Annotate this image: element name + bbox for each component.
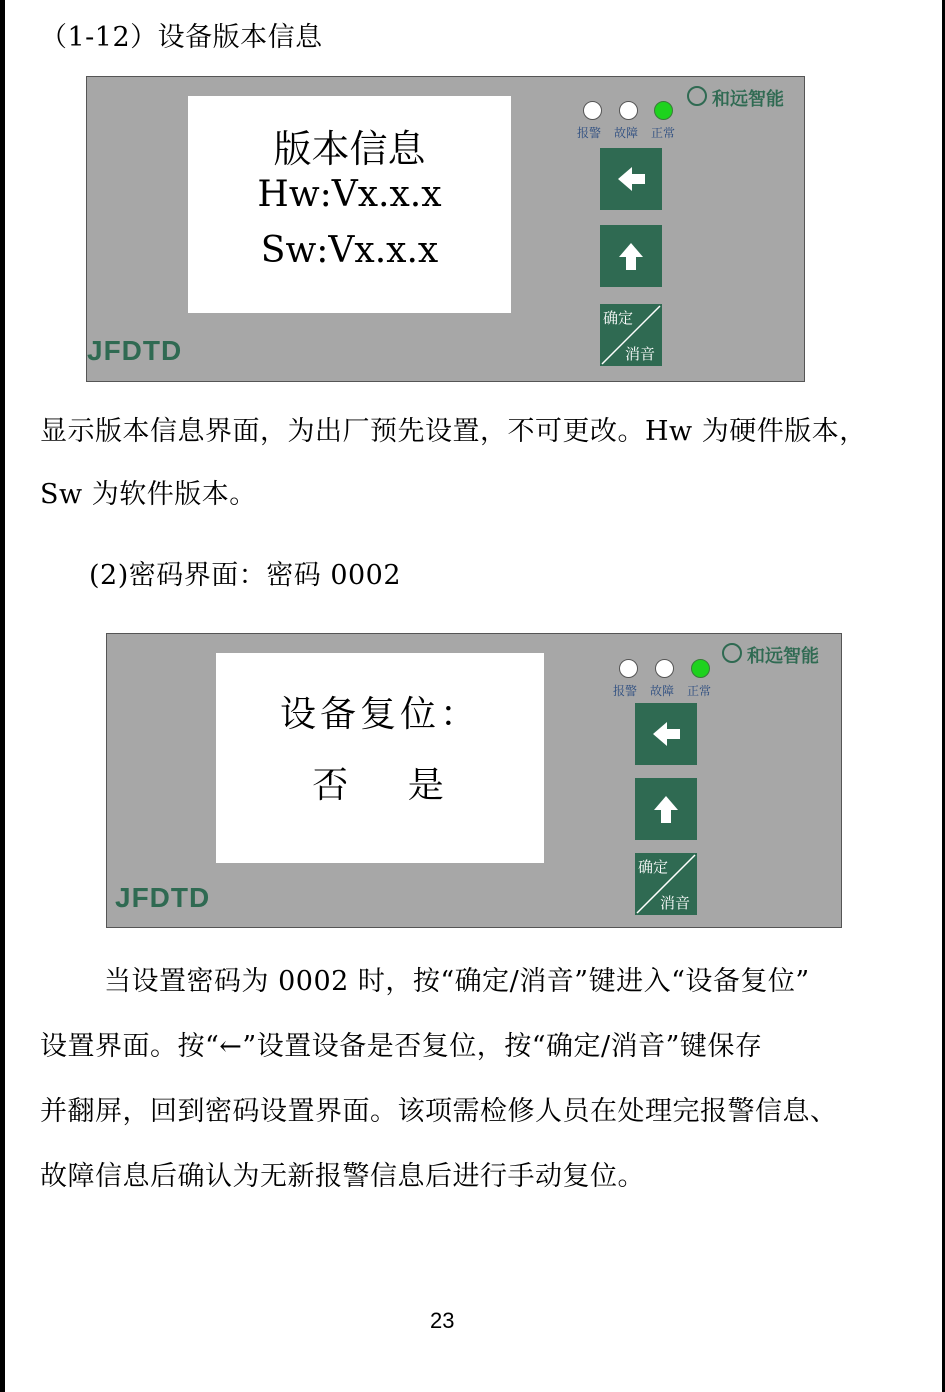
mute-label: 消音 [625,345,656,363]
fault-led-label: 故障 [614,126,639,140]
section2-heading: (2)密码界面：密码 0002 [89,560,402,591]
left-arrow-icon [635,703,697,765]
model-label: JFDTD [87,335,183,366]
up-arrow-button[interactable] [635,778,697,840]
paragraph2-line: 当设置密码为 0002 时，按“确定/消音”键进入“设备复位” [104,966,810,997]
normal-led-label: 正常 [687,684,712,698]
left-arrow-button[interactable] [635,703,697,765]
confirm-mute-button[interactable] [635,853,697,915]
normal-led-label: 正常 [651,126,676,140]
confirm-label: 确定 [603,309,634,327]
paragraph1-line: 显示版本信息界面，为出厂预先设置，不可更改。Hw 为硬件版本， [40,416,867,447]
up-arrow-button[interactable] [600,225,662,287]
brand-name: 和远智能 [747,646,819,667]
screen-title: 设备复位： [279,694,480,735]
brand-name: 和远智能 [712,89,784,110]
alarm-led-label: 报警 [613,684,638,698]
normal-led-icon [654,101,673,120]
paragraph2-line: 故障信息后确认为无新报警信息后进行手动复位。 [40,1161,645,1192]
paragraph1-line: Sw 为软件版本。 [40,479,257,510]
alarm-led-icon [583,101,602,120]
confirm-label: 确定 [638,858,669,876]
lcd-screen [216,653,544,863]
model-label: JFDTD [115,882,211,913]
page-number: 23 [430,1308,455,1333]
fault-led-icon [619,101,638,120]
alarm-led-label: 报警 [577,126,602,140]
screen-title: 版本信息 [273,127,426,171]
page-left-border [0,0,5,1392]
device-panel-reset [106,633,842,928]
paragraph2-line: 设置界面。按“←”设置设备是否复位，按“确定/消音”键保存 [40,1031,763,1062]
up-arrow-icon [600,225,662,287]
lcd-screen [188,96,511,313]
mute-label: 消音 [660,894,691,912]
up-arrow-icon [635,778,697,840]
fault-led-label: 故障 [650,684,675,698]
left-arrow-icon [600,148,662,210]
brand-logo-icon [687,86,707,106]
fault-led-icon [655,659,674,678]
paragraph2-line: 并翻屏，回到密码设置界面。该项需检修人员在处理完报警信息、 [40,1096,838,1127]
left-arrow-button[interactable] [600,148,662,210]
section-heading: （1-12）设备版本信息 [40,22,323,53]
device-panel-version [86,76,805,382]
normal-led-icon [691,659,710,678]
brand-logo-icon [722,643,742,663]
screen-hardware-version: Hw:Vx.x.x [257,174,442,215]
confirm-mute-button[interactable] [600,304,662,366]
alarm-led-icon [619,659,638,678]
screen-options: 否 是 [312,765,448,806]
screen-software-version: Sw:Vx.x.x [260,230,439,271]
